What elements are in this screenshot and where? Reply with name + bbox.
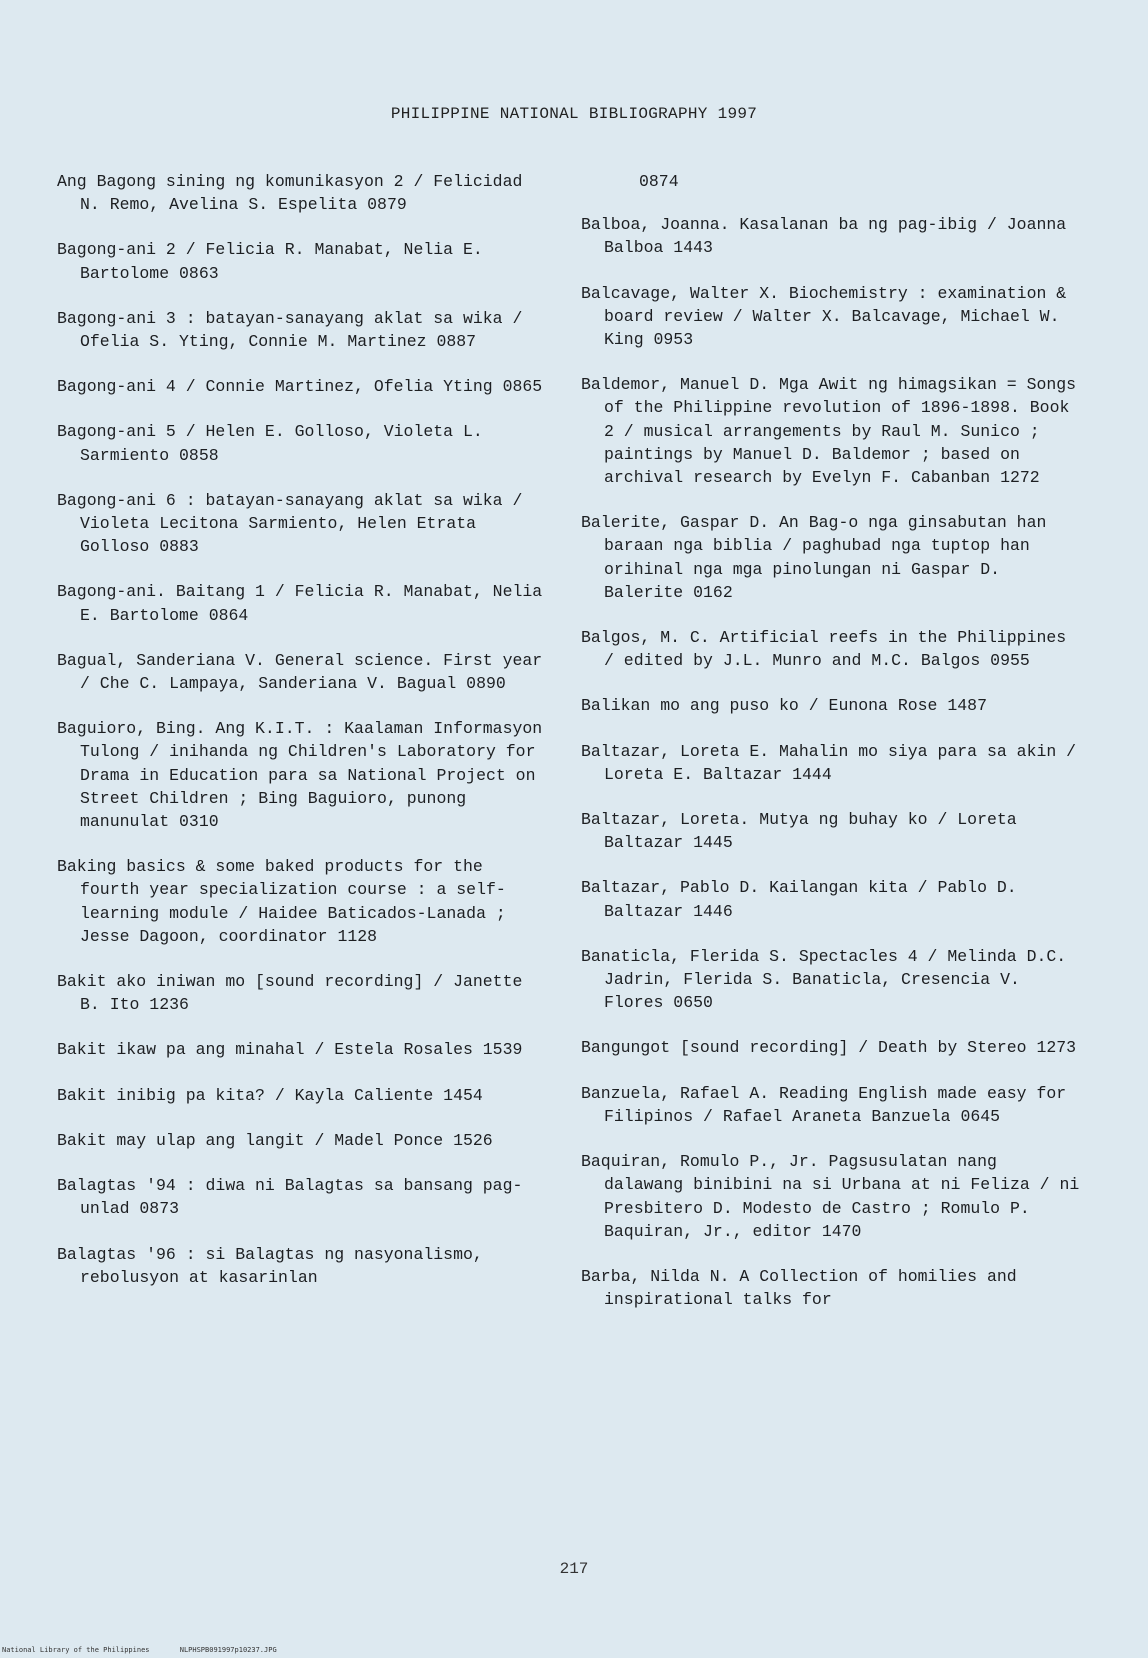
bibliography-entry: Bagong-ani 3 : batayan-sanayang aklat sa wika / Ofelia S. Yting, Connie M. Martinez 0887	[57, 308, 523, 352]
bibliography-entry: Bakit inibig pa kita? / Kayla Caliente 1454	[57, 1085, 483, 1105]
bibliography-entry: Barba, Nilda N. A Collection of homilies and inspirational talks for	[581, 1266, 1017, 1310]
bibliography-entry: Bakit ikaw pa ang minahal / Estela Rosales 1539	[57, 1040, 523, 1060]
bibliography-entry: Bagual, Sanderiana V. General science. First year / Che C. Lampaya, Sanderiana V. Bagual 0890	[57, 650, 543, 694]
bibliography-entry: Balikan mo ang puso ko / Eunona Rose 1487	[581, 696, 987, 716]
bibliography-entry: Balboa, Joanna. Kasalanan ba ng pag-ibig / Joanna Balboa 1443	[581, 215, 1067, 258]
bibliography-entry: Baldemor, Manuel D. Mga Awit ng himagsikan = Songs of the Philippine revolution of 1896-1898. Book 2 / musical arrangements by Raul M. Sunico ; paintings by Manuel D. Baldemor ; based on archival research by Evelyn F. Cabanban 1272	[581, 375, 1077, 488]
bibliography-entry: Baltazar, Pablo D. Kailangan kita / Pablo D. Baltazar 1446	[581, 878, 1017, 921]
bibliography-entry: Baking basics & some baked products for the fourth year specialization course : a self-learning module / Haidee Baticados-Lanada ; Jesse Dagoon, coordinator 1128	[57, 857, 506, 946]
bibliography-entry: Balcavage, Walter X. Biochemistry : examination & board review / Walter X. Balcavage, Michael W. King 0953	[581, 283, 1067, 350]
bibliography-entry: Bagong-ani 6 : batayan-sanayang aklat sa wika / Violeta Lecitona Sarmiento, Helen Etrata Golloso 0883	[57, 490, 523, 557]
bibliography-entry: Balerite, Gaspar D. An Bag-o nga ginsabutan han baraan nga biblia / paghubad nga tuptop han orihinal nga mga pinolungan ni Gaspar D. Balerite 0162	[581, 513, 1047, 602]
footer-library: National Library of the Philippines	[2, 1646, 150, 1654]
bibliography-entry: Balagtas '96 : si Balagtas ng nasyonalismo, rebolusyon at kasarinlan	[57, 1244, 483, 1287]
bibliography-entry: Baltazar, Loreta. Mutya ng buhay ko / Loreta Baltazar 1445	[581, 810, 1017, 853]
bibliography-entry: Bagong-ani. Baitang 1 / Felicia R. Manabat, Nelia E. Bartolome 0864	[57, 582, 543, 625]
bibliography-entry: Banaticla, Flerida S. Spectacles 4 / Melinda D.C. Jadrin, Flerida S. Banaticla, Cresencia V. Flores 0650	[581, 946, 1067, 1013]
bibliography-entry: Bagong-ani 4 / Connie Martinez, Ofelia Yting 0865	[57, 377, 543, 397]
bibliography-entry: Balgos, M. C. Artificial reefs in the Philippines / edited by J.L. Munro and M.C. Balgos 0955	[581, 628, 1067, 671]
bibliography-entry: Bakit may ulap ang langit / Madel Ponce 1526	[57, 1130, 493, 1150]
left-column	[57, 170, 547, 1311]
bibliography-entry: Bagong-ani 5 / Helen E. Golloso, Violeta L. Sarmiento 0858	[57, 422, 483, 465]
bibliography-entry: Baquiran, Romulo P., Jr. Pagsusulatan nang dalawang binibini na si Urbana at ni Feliza / ni Presbitero D. Modesto de Castro ; Romulo P. Baquiran, Jr., editor 1470	[581, 1152, 1080, 1241]
continued-entry-number: 0874	[639, 172, 679, 191]
bibliography-entry: Baguioro, Bing. Ang K.I.T. : Kaalaman Informasyon Tulong / inihanda ng Children's Laboratory for Drama in Education para sa National Project on Street Children ; Bing Baguioro, punong manunulat 0310	[57, 719, 543, 832]
bibliography-entry: Banzuela, Rafael A. Reading English made easy for Filipinos / Rafael Araneta Banzuela 0645	[581, 1083, 1067, 1126]
bibliography-entry: Ang Bagong sining ng komunikasyon 2 / Felicidad N. Remo, Avelina S. Espelita 0879	[57, 172, 523, 215]
bibliography-entry: Bagong-ani 2 / Felicia R. Manabat, Nelia E. Bartolome 0863	[57, 240, 483, 283]
footer-file: NLPHSPB091997p10237.JPG	[179, 1646, 277, 1654]
bibliography-entry: Baltazar, Loreta E. Mahalin mo siya para sa akin / Loreta E. Baltazar 1444	[581, 741, 1077, 784]
scan-footer	[2, 1646, 303, 1654]
bibliography-entry: Balagtas '94 : diwa ni Balagtas sa bansang pag-unlad 0873	[57, 1176, 523, 1219]
bibliography-entry: Bakit ako iniwan mo [sound recording] / Janette B. Ito 1236	[57, 972, 523, 1015]
right-column	[581, 170, 1081, 1333]
page-number: 217	[559, 1560, 589, 1578]
page-title: PHILIPPINE NATIONAL BIBLIOGRAPHY 1997	[390, 105, 758, 123]
bibliography-entry: Bangungot [sound recording] / Death by Stereo 1273	[581, 1038, 1077, 1058]
